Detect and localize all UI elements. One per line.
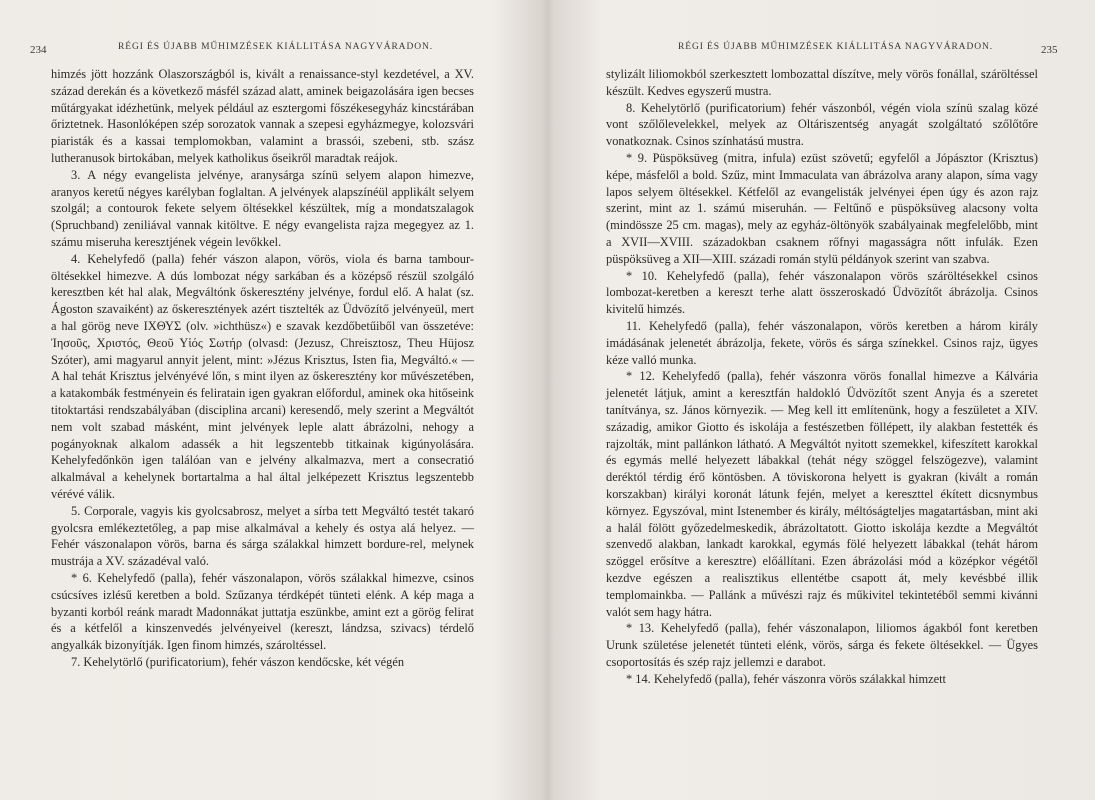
paragraph: * 10. Kehelyfedő (palla), fehér vászonalapon vörös száröltésekkel csinos lombozat-keretben a kereszt terhe alatt összeroskadó Üdvözítőt ábrázolja. Csinos kivitelű himzés.	[606, 268, 1038, 317]
paragraph: * 12. Kehelyfedő (palla), fehér vászonra vörös fonallal himezve a Kálvária jelenetét látjuk, amint a keresztfán haldokló Üdvözítőt szent Anyja és a szeretet tanítványa, sz. János környezik. — Meg kell itt említenünk, hogy a feszületet a XIV. századig, amikor Giotto és iskolája a festészetben föllépett, ily alakban festették és rajzolták, mint pallánkon látható. A Megváltót nyitott szemekkel, kifeszített karokkal és egymás mellé helyezett lábakkal (tehát négy szöggel felszögezve), valamint deréktól térdig érő köntösben. A töviskorona helyett is gyakran (kivált a román korszakban) királyi koronát látunk fején, melyet a kereszttel ékített dicsnymbus környez. Egyszóval, mint Istenember és király, méltóságteljes magatartásban, mint aki a halál fölött győzedelmeskedik, ábrázoltatott. Giotto iskolája kezdte a Megváltót szenvedő alakban, lankadt karokkal, egymás fölé helyezett lábakkal (tehát három szöggel erősítve a keresztre) előállítani. Ezen ábrázolási mód a középkor végétől kezdve egészen a realisztikus ellentétbe csapott át, mely kevésbbé illik templomainkba. — Pallánk a művészi rajz és műkivitel tekintetéből semmi kivánni valót sem hagy hátra.	[606, 369, 1038, 619]
paragraph: stylizált liliomokból szerkesztett lombozattal díszítve, mely vörös fonállal, száröltéssel készült. Kedves egyszerű mustra.	[606, 67, 1038, 98]
paragraph: 7. Kehelytörlő (purificatorium), fehér vászon kendőcske, két végén	[71, 654, 405, 669]
paragraph: 4. Kehelyfedő (palla) fehér vászon alapon, vörös, viola és barna tambour-öltésekkel himezve. A dús lombozat négy sarkában és a középső részül szolgáló keresztben két hal alak, Megváltónk őskeresztény jelvénye, fordul elő. A halat (sz. Ágoston szavaiként) az őskeresztények azért tisztelték az Üdvözítő jelvényeül, mert a hal görög neve ΙΧΘΥΣ (olv. »ichthüsz«) e szavak kezdőbetűiből van összetéve: Ἰησοῦς, Χριστός, Θεοῦ Υἱός Σωτήρ (olvasd: (Jezusz, Chreisztosz, Theu Hüjosz Szóter), ami magyarul annyit jelent, mint: »Jézus Krisztus, Isten fia, Megváltó.« — A hal tehát Krisztus jelvényévé lőn, s mint ilyen az őskeresztény kor művészetében, a katakombák festményein és feliratain igen gyakran előfordul, aminek oka hitőseink titoktartási rendszabályában (disciplina arcani) keresendő, mely szerint a Megváltót nem volt szabad másként, mint jelvények leple alatt ábrázolni, nehogy a pogányoknak alkalom adassék a hit legszentebb titkainak kigúnyolására. Kehelyfedőnkön igen találóan van e jelvény alkalmazva, mert a consecratió alkalmával a kehelynek bortartalma a hal által jelképezett Krisztus legszentebb vérévé válik.	[51, 251, 474, 501]
running-header: RÉGI ÉS ÚJABB MŰHIMZÉSEK KIÁLLITÁSA NAGYVÁRADON.	[118, 42, 434, 52]
paragraph: * 13. Kehelyfedő (palla), fehér vászonalapon, liliomos ágakból font keretben Urunk születése jelenetét tünteti elénk, vörös, sárga és fekete öltésekkel. — Ügyes csoportosítás és szép rajz jellemzi e darabot.	[606, 621, 1038, 669]
paragraph: himzés jött hozzánk Olaszországból is, kivált a renaissance-styl kezdetével, a XV. század derekán és a következő másfél század alatt, aminek beigazolására igen becses műtárgyakat idézhetünk, melyek például az esztergomi főszékesegyház kincstárában őriztetnek. Hasonlóképen szép sorozatok vannak a szepesi egyházmegye, kolozsvári piaristák és a kassai templomokban, valamint a brassói, szebeni, stb. szász lutheranusok birtokában, melyek katholikus őseikről maradtak reájok.	[51, 67, 474, 165]
text-column	[51, 66, 474, 671]
paragraph: 5. Corporale, vagyis kis gyolcsabrosz, melyet a sírba tett Megváltó testét takaró gyolcsra emlékeztetőleg, a pap mise alkalmával a kehely és ostya alá helyez. — Fehér vászonalapon vörös, barna és sárga szálakkal himzett bordure-rel, melynek mustrája a XV. századéval való.	[51, 503, 474, 569]
running-header: RÉGI ÉS ÚJABB MŰHIMZÉSEK KIÁLLITÁSA NAGYVÁRADON.	[678, 42, 994, 52]
paragraph: 3. A négy evangelista jelvénye, aranysárga színü selyem alapon himezve, aranyos keretű négyes karélyban foglaltan. A jelvények alapszínéül applikált selyem szolgál; a contourok fekete selyem öltésekkel készültek, míg a mondatszalagok (Spruchband) zeniliával vannak kitöltve. E négy evangelista rajza megegyez az 1. számu miseruha keresztjének végein levőkkel.	[51, 167, 474, 249]
paragraph: * 9. Püspöksüveg (mitra, infula) ezüst szövetű; egyfelől a Jópásztor (Krisztus) képe, másfelől a bold. Szűz, mint Immaculata van ábrázolva arany alapon, síma vagy lapos selyem öltésekkel. Kétfelől az evangelisták jelvényei épen úgy és azon rajz szerint, mint az 1. számú miseruhán. — Feltűnő e püspöksüveg alacsony volta (mindössze 25 cm. magas), mely az egyház-öltönyök szabályainak megfelelőbb, mint a XVII—XVIII. századokban csaknem rőfnyi magasságra nőtt infulák. Ezen püspöksüveg a XII—XIII. századi román stylü példányok szerint van szabva.	[606, 150, 1038, 266]
paragraph: 8. Kehelytörlő (purificatorium) fehér vászonból, végén viola színü szalag közé vont szőlőlevelekkel, melyek az Oltáriszentség anyagát szolgáltató szőlőtőre vonatkoznak. Csinos színhatású mustra.	[606, 100, 1038, 149]
page-number: 235	[1041, 44, 1058, 56]
paragraph: 11. Kehelyfedő (palla), fehér vászonalapon, vörös keretben a három király imádásának jelenetét ábrázolja, fekete, vörös és sárga színekkel. Csinos rajz, ügyes kéze valló munka.	[606, 318, 1038, 367]
right-page	[548, 0, 1095, 800]
text-column	[606, 66, 1038, 687]
paragraph: * 6. Kehelyfedő (palla), fehér vászonalapon, vörös szálakkal himezve, csinos csúcsíves izlésű keretben a bold. Szűzanya térdképét tünteti elénk. A kép maga a byzanti korból reánk maradt Madonnákat juttatja eszünkbe, amint ezt a görög felirat és a kétfelől a kinszenvedés jelvényeivel (kereszt, lándzsa, szivacs) térdelő angyalkák bizonyítják. Igen finom himzés, szároltéssel.	[51, 570, 474, 653]
page-number: 234	[30, 44, 47, 56]
paragraph: * 14. Kehelyfedő (palla), fehér vászonra vörös szálakkal himzett	[626, 671, 946, 686]
